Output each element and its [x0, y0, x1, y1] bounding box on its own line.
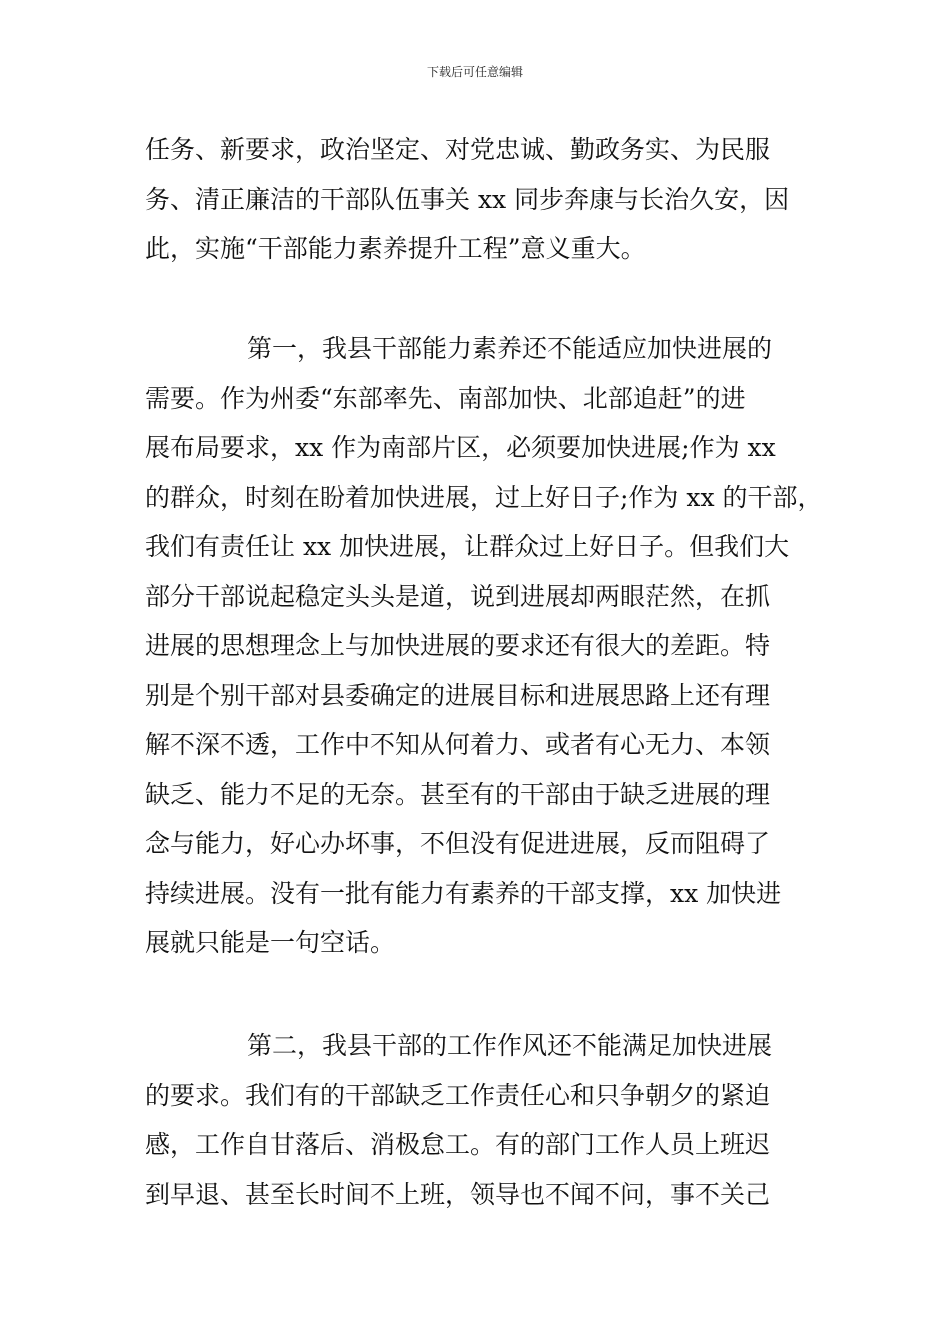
- text-line: 部分干部说起稳定头头是道，说到进展却两眼茫然，在抓: [145, 581, 771, 611]
- text-line: 展布局要求，xx 作为南部片区，必须要加快进展;作为 xx: [145, 433, 776, 462]
- text-line: 到早退、甚至长时间不上班，领导也不闻不问，事不关己: [145, 1179, 771, 1209]
- text-line: [145, 1021, 810, 1071]
- text-line-content: 第二，我县干部的工作作风还不能满足加快进展: [247, 1031, 773, 1060]
- text-line: 需要。作为州委“东部率先、南部加快、北部追赶”的进: [145, 383, 746, 413]
- text-line: 解不深不透，工作中不知从何着力、或者有心无力、本领: [145, 730, 771, 759]
- text-line: [145, 324, 810, 374]
- paragraph-2: [145, 324, 823, 968]
- text-line-content: 第一，我县干部能力素养还不能适应加快进展的: [247, 334, 773, 363]
- text-line: 此，实施“干部能力素养提升工程”意义重大。: [145, 234, 646, 263]
- page-header: 下载后可任意编辑: [426, 65, 523, 79]
- text-line: 缺乏、能力不足的无奈。甚至有的干部由于缺乏进展的理: [145, 779, 771, 809]
- text-line: 的要求。我们有的干部缺乏工作责任心和只争朝夕的紧迫: [145, 1080, 771, 1110]
- text-line: 的群众，时刻在盼着加快进展，过上好日子;作为 xx 的干部，: [145, 482, 823, 512]
- text-line: 别是个别干部对县委确定的进展目标和进展思路上还有理: [145, 680, 771, 710]
- text-line: 展就只能是一句空话。: [145, 928, 396, 957]
- text-line: 进展的思想理念上与加快进展的要求还有很大的差距。特: [145, 631, 771, 660]
- text-line: 务、清正廉洁的干部队伍事关 xx 同步奔康与长治久安，因: [145, 184, 790, 214]
- text-line: 我们有责任让 xx 加快进展，让群众过上好日子。但我们大: [145, 532, 790, 561]
- text-line: 持续进展。没有一批有能力有素养的干部支撑，xx 加快进: [145, 878, 782, 908]
- text-line: 念与能力，好心办坏事，不但没有促进进展，反而阻碍了: [145, 829, 771, 858]
- paragraph-3: [145, 1021, 810, 1219]
- text-line: 感，工作自甘落后、消极怠工。有的部门工作人员上班迟: [145, 1130, 771, 1159]
- paragraph-1: [145, 125, 810, 274]
- text-line: 任务、新要求，政治坚定、对党忠诚、勤政务实、为民服: [145, 135, 771, 164]
